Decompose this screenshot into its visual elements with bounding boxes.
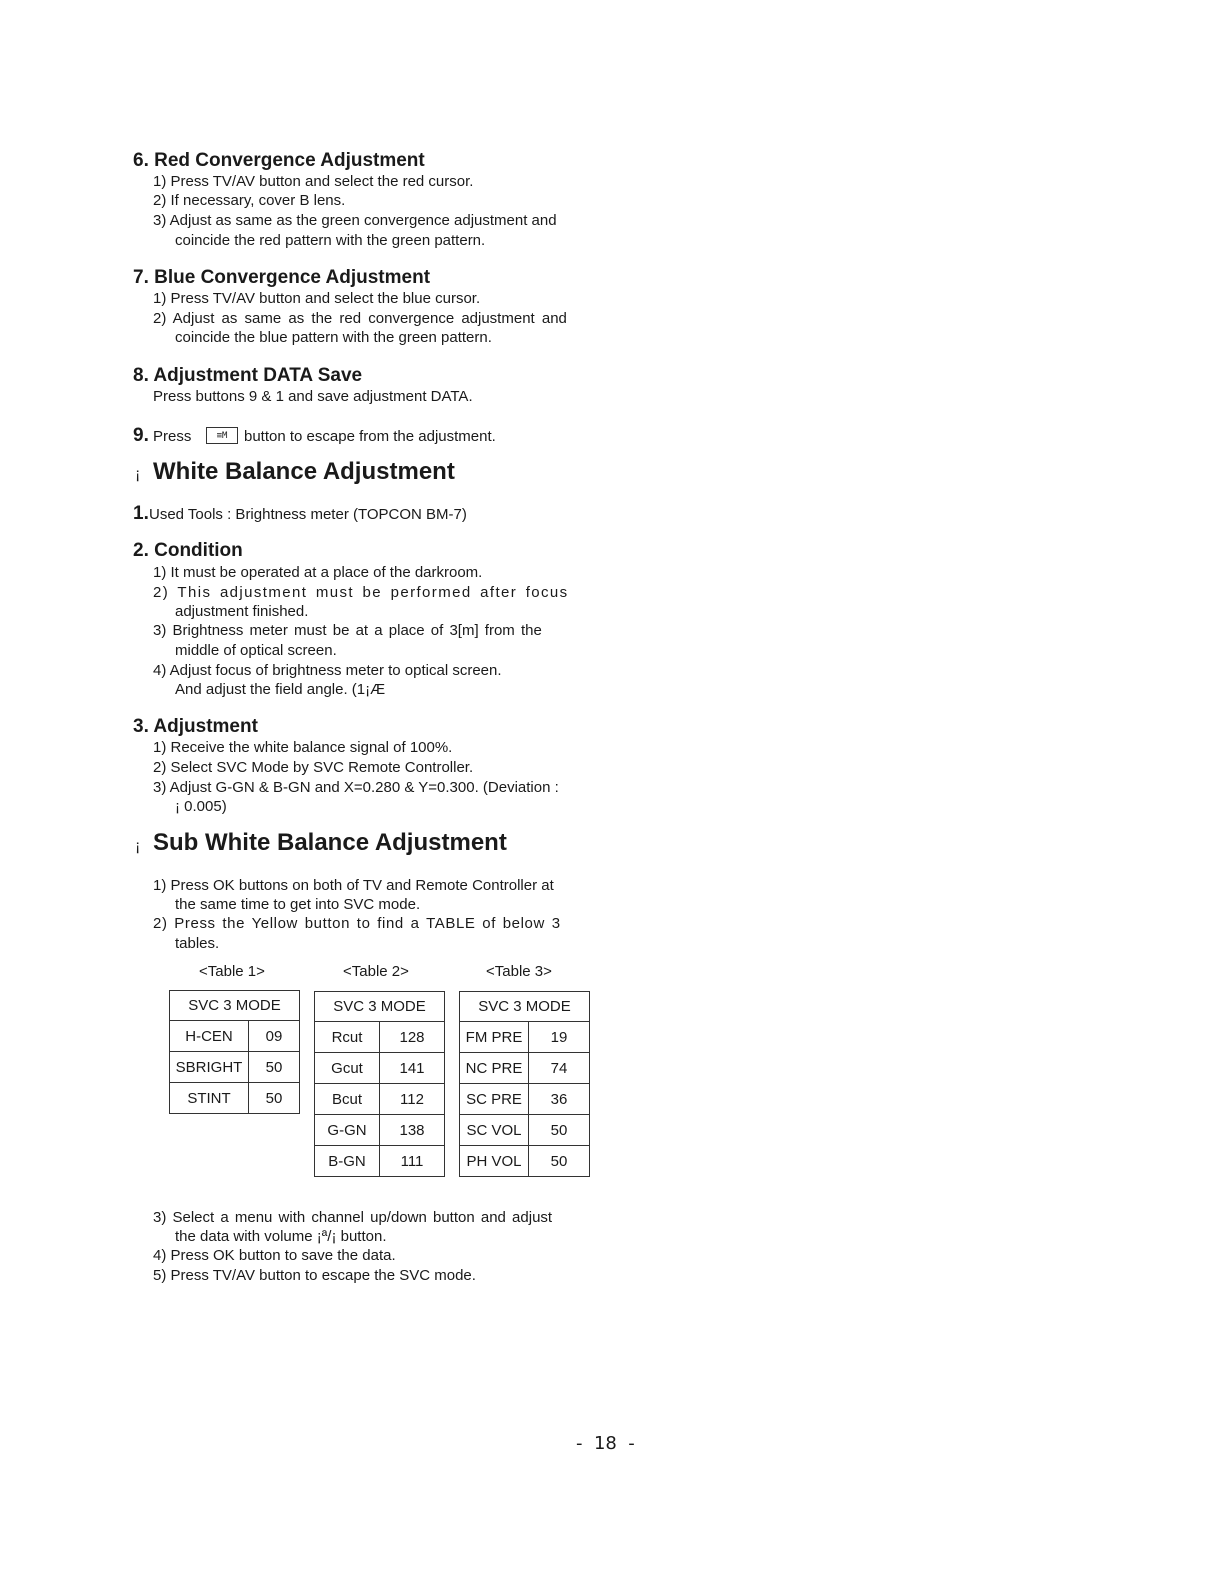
swb-step-5: 5) Press TV/AV button to escape the SVC mode. xyxy=(153,1267,476,1284)
condition-4: 4) Adjust focus of brightness meter to optical screen. xyxy=(153,662,502,679)
table-cell-label: SC PRE xyxy=(460,1084,529,1115)
table-row xyxy=(170,1052,300,1083)
table-row xyxy=(315,1053,445,1084)
table-cell-value: 74 xyxy=(529,1053,590,1084)
table-cell-label: FM PRE xyxy=(460,1022,529,1053)
table-cell-label: B-GN xyxy=(315,1146,380,1177)
table-cell-label: H-CEN xyxy=(170,1021,249,1052)
section-9-number: 9. xyxy=(133,425,149,446)
svc-table-1 xyxy=(169,990,300,1114)
table-cell-label: G-GN xyxy=(315,1115,380,1146)
sub-white-balance-title: Sub White Balance Adjustment xyxy=(153,829,507,856)
table-cell-label: NC PRE xyxy=(460,1053,529,1084)
table-row xyxy=(315,1084,445,1115)
table-cell-label: Gcut xyxy=(315,1053,380,1084)
condition-2-cont: adjustment finished. xyxy=(175,603,309,620)
table-cell-label: PH VOL xyxy=(460,1146,529,1177)
sec7-step-2-cont: coincide the blue pattern with the green pattern. xyxy=(175,329,492,346)
sec6-step-3: 3) Adjust as same as the green convergence adjustment and xyxy=(153,212,557,229)
wb-bullet: ¡ xyxy=(135,466,141,483)
sec6-step-1: 1) Press TV/AV button and select the red cursor. xyxy=(153,173,474,190)
table-row xyxy=(170,1021,300,1052)
adjustment-3: 3) Adjust G-GN & B-GN and X=0.280 & Y=0.300. (Deviation : xyxy=(153,779,559,796)
table-cell-label: STINT xyxy=(170,1083,249,1114)
table-row xyxy=(460,1053,590,1084)
table-row xyxy=(460,1084,590,1115)
table-cell-label: SC VOL xyxy=(460,1115,529,1146)
table-3-header: SVC 3 MODE xyxy=(460,992,590,1022)
swb-step-1-cont: the same time to get into SVC mode. xyxy=(175,896,421,913)
sec6-step-3-cont: coincide the red pattern with the green pattern. xyxy=(175,232,486,249)
table-cell-value: 50 xyxy=(249,1083,300,1114)
swb-step-3: 3) Select a menu with channel up/down button and adjust xyxy=(153,1209,553,1226)
table-row xyxy=(460,1146,590,1177)
swb-step-1: 1) Press OK buttons on both of TV and Remote Controller at xyxy=(153,877,554,894)
swb-step-4: 4) Press OK button to save the data. xyxy=(153,1247,396,1264)
section-8-title: 8. Adjustment DATA Save xyxy=(133,365,363,386)
adjustment-2: 2) Select SVC Mode by SVC Remote Controller. xyxy=(153,759,474,776)
condition-3-cont: middle of optical screen. xyxy=(175,642,337,659)
white-balance-title: White Balance Adjustment xyxy=(153,458,455,485)
table-cell-value: 36 xyxy=(529,1084,590,1115)
table-cell-label: Rcut xyxy=(315,1022,380,1053)
wb-tools-number: 1. xyxy=(133,503,149,524)
condition-3: 3) Brightness meter must be at a place of 3[m] from the xyxy=(153,622,542,639)
swb-step-2: 2) Press the Yellow button to find a TABLE of below 3 xyxy=(153,915,561,932)
page-number: - 18 - xyxy=(576,1433,635,1454)
wb-used-tools: Used Tools : Brightness meter (TOPCON BM-7) xyxy=(149,506,467,523)
table-cell-value: 19 xyxy=(529,1022,590,1053)
table-row xyxy=(315,1115,445,1146)
table-cell-value: 138 xyxy=(380,1115,445,1146)
section-7-title: 7. Blue Convergence Adjustment xyxy=(133,267,431,288)
svc-table-2 xyxy=(314,991,445,1177)
table-row xyxy=(315,1146,445,1177)
table-cell-value: 128 xyxy=(380,1022,445,1053)
sec6-step-2: 2) If necessary, cover B lens. xyxy=(153,192,346,209)
table-cell-value: 141 xyxy=(380,1053,445,1084)
swb-step-3-cont: the data with volume ¡ª/¡ button. xyxy=(175,1228,387,1245)
svc-table-3 xyxy=(459,991,590,1177)
swb-step-2-cont: tables. xyxy=(175,935,220,952)
table-2-caption: <Table 2> xyxy=(343,963,409,980)
table-cell-value: 111 xyxy=(380,1146,445,1177)
section-6-title: 6. Red Convergence Adjustment xyxy=(133,150,425,171)
sec7-step-2: 2) Adjust as same as the red convergence adjustment and xyxy=(153,310,567,327)
condition-4-cont: And adjust the field angle. (1¡Æ xyxy=(175,681,386,698)
sec9-instruction: button to escape from the adjustment. xyxy=(244,428,496,445)
table-cell-value: 50 xyxy=(529,1115,590,1146)
sec8-step-1: Press buttons 9 & 1 and save adjustment DATA. xyxy=(153,388,473,405)
adjustment-3-cont: ¡ 0.005) xyxy=(175,798,227,815)
table-row xyxy=(170,1083,300,1114)
condition-title: 2. Condition xyxy=(133,540,243,561)
table-cell-value: 09 xyxy=(249,1021,300,1052)
table-cell-value: 50 xyxy=(249,1052,300,1083)
sec9-press-label: Press xyxy=(153,428,192,445)
adjustment-title: 3. Adjustment xyxy=(133,716,258,737)
menu-button-icon: ≡M xyxy=(206,427,238,444)
table-row xyxy=(315,1022,445,1053)
table-row xyxy=(460,1022,590,1053)
table-row xyxy=(460,1115,590,1146)
condition-2: 2) This adjustment must be performed after focus xyxy=(153,584,569,601)
table-cell-value: 112 xyxy=(380,1084,445,1115)
sec7-step-1: 1) Press TV/AV button and select the blue cursor. xyxy=(153,290,481,307)
table-cell-label: Bcut xyxy=(315,1084,380,1115)
table-2-header: SVC 3 MODE xyxy=(315,992,445,1022)
table-1-caption: <Table 1> xyxy=(199,963,265,980)
condition-1: 1) It must be operated at a place of the darkroom. xyxy=(153,564,483,581)
table-1-header: SVC 3 MODE xyxy=(170,991,300,1021)
swb-bullet: ¡ xyxy=(135,838,141,855)
table-cell-value: 50 xyxy=(529,1146,590,1177)
table-3-caption: <Table 3> xyxy=(486,963,552,980)
adjustment-1: 1) Receive the white balance signal of 100%. xyxy=(153,739,453,756)
table-cell-label: SBRIGHT xyxy=(170,1052,249,1083)
